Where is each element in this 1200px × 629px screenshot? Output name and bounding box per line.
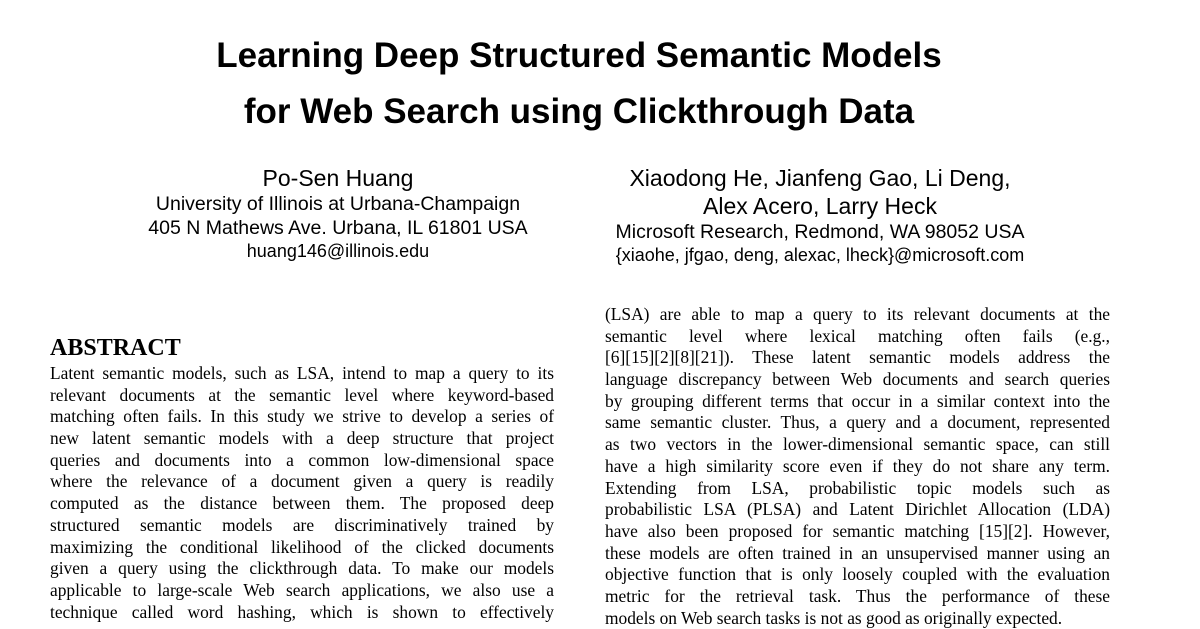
abstract-line: matching often fails. In this study we strive to develop a series of: [50, 406, 554, 427]
body-line: as two vectors in the lower-dimensional semantic space, can still: [605, 434, 1110, 455]
abstract-line: new latent semantic models with a deep structure that project: [50, 428, 554, 449]
body-line: metric for the retrieval task. Thus the performance of these: [605, 585, 1110, 606]
abstract-line: Latent semantic models, such as LSA, intend to map a query to its: [50, 363, 554, 383]
body-line: same semantic cluster. Thus, a query and a document, represented: [605, 412, 1110, 433]
author-block-huang: [118, 164, 558, 262]
abstract-line: relevant documents at the semantic level where keyword-based: [50, 384, 554, 405]
abstract-line: computed as the distance between them. The proposed deep: [50, 493, 554, 514]
author-names-line-2: Alex Acero, Larry Heck: [703, 193, 937, 219]
body-line: models on Web search tasks is not as good as originally expected.: [605, 607, 1063, 628]
body-line: (LSA) are able to map a query to its relevant documents at the: [605, 304, 1110, 324]
author-affiliation: University of Illinois at Urbana-Champaign: [155, 193, 521, 215]
author-name: Po-Sen Huang: [262, 165, 414, 191]
abstract-line: structured semantic models are discriminatively trained by: [50, 514, 554, 535]
author-address: 405 N Mathews Ave. Urbana, IL 61801 USA: [148, 217, 528, 239]
body-line: objective function that is only loosely coupled with the evaluation: [605, 564, 1110, 585]
abstract-line: where the relevance of a document given a query is readily: [50, 471, 554, 492]
author-email: {xiaohe, jfgao, deng, alexac, lheck}@microsoft.com: [615, 245, 1025, 265]
abstract-body: [50, 363, 554, 623]
body-line: Extending from LSA, probabilistic topic models such as: [605, 477, 1110, 498]
right-column-body: [605, 304, 1110, 629]
body-line: have a high similarity score even if they do not share any term.: [605, 455, 1110, 476]
body-line: [6][15][2][8][21]). These latent semantic models address the: [605, 347, 1110, 368]
abstract-heading: ABSTRACT: [50, 335, 181, 361]
author-email: huang146@illinois.edu: [246, 241, 430, 261]
abstract-line: given a query using the clickthrough data. To make our models: [50, 558, 554, 579]
abstract-line: queries and documents into a common low-dimensional space: [50, 449, 554, 470]
author-names-line-1: Xiaodong He, Jianfeng Gao, Li Deng,: [629, 165, 1011, 191]
body-line: probabilistic LSA (PLSA) and Latent Dirichlet Allocation (LDA): [605, 499, 1110, 520]
paper-title-line-1: Learning Deep Structured Semantic Models: [216, 36, 942, 75]
abstract-line: applicable to large-scale Web search applications, we also use a: [50, 579, 554, 600]
body-line: by grouping different terms that occur in a similar context into the: [605, 390, 1110, 411]
paper-title-line-2: for Web Search using Clickthrough Data: [243, 92, 915, 131]
body-line: have also been proposed for semantic matching [15][2]. However,: [605, 520, 1110, 541]
author-block-microsoft: [582, 164, 1058, 266]
body-line: semantic level where lexical matching often fails (e.g.,: [605, 325, 1110, 346]
abstract-line: maximizing the conditional likelihood of the clicked documents: [50, 536, 554, 557]
abstract-line: technique called word hashing, which is shown to effectively: [50, 601, 554, 622]
paper-title: [0, 28, 1158, 140]
body-line: these models are often trained in an unsupervised manner using an: [605, 542, 1110, 563]
author-affiliation: Microsoft Research, Redmond, WA 98052 USA: [615, 221, 1025, 243]
body-line: language discrepancy between Web documents and search queries: [605, 369, 1110, 390]
